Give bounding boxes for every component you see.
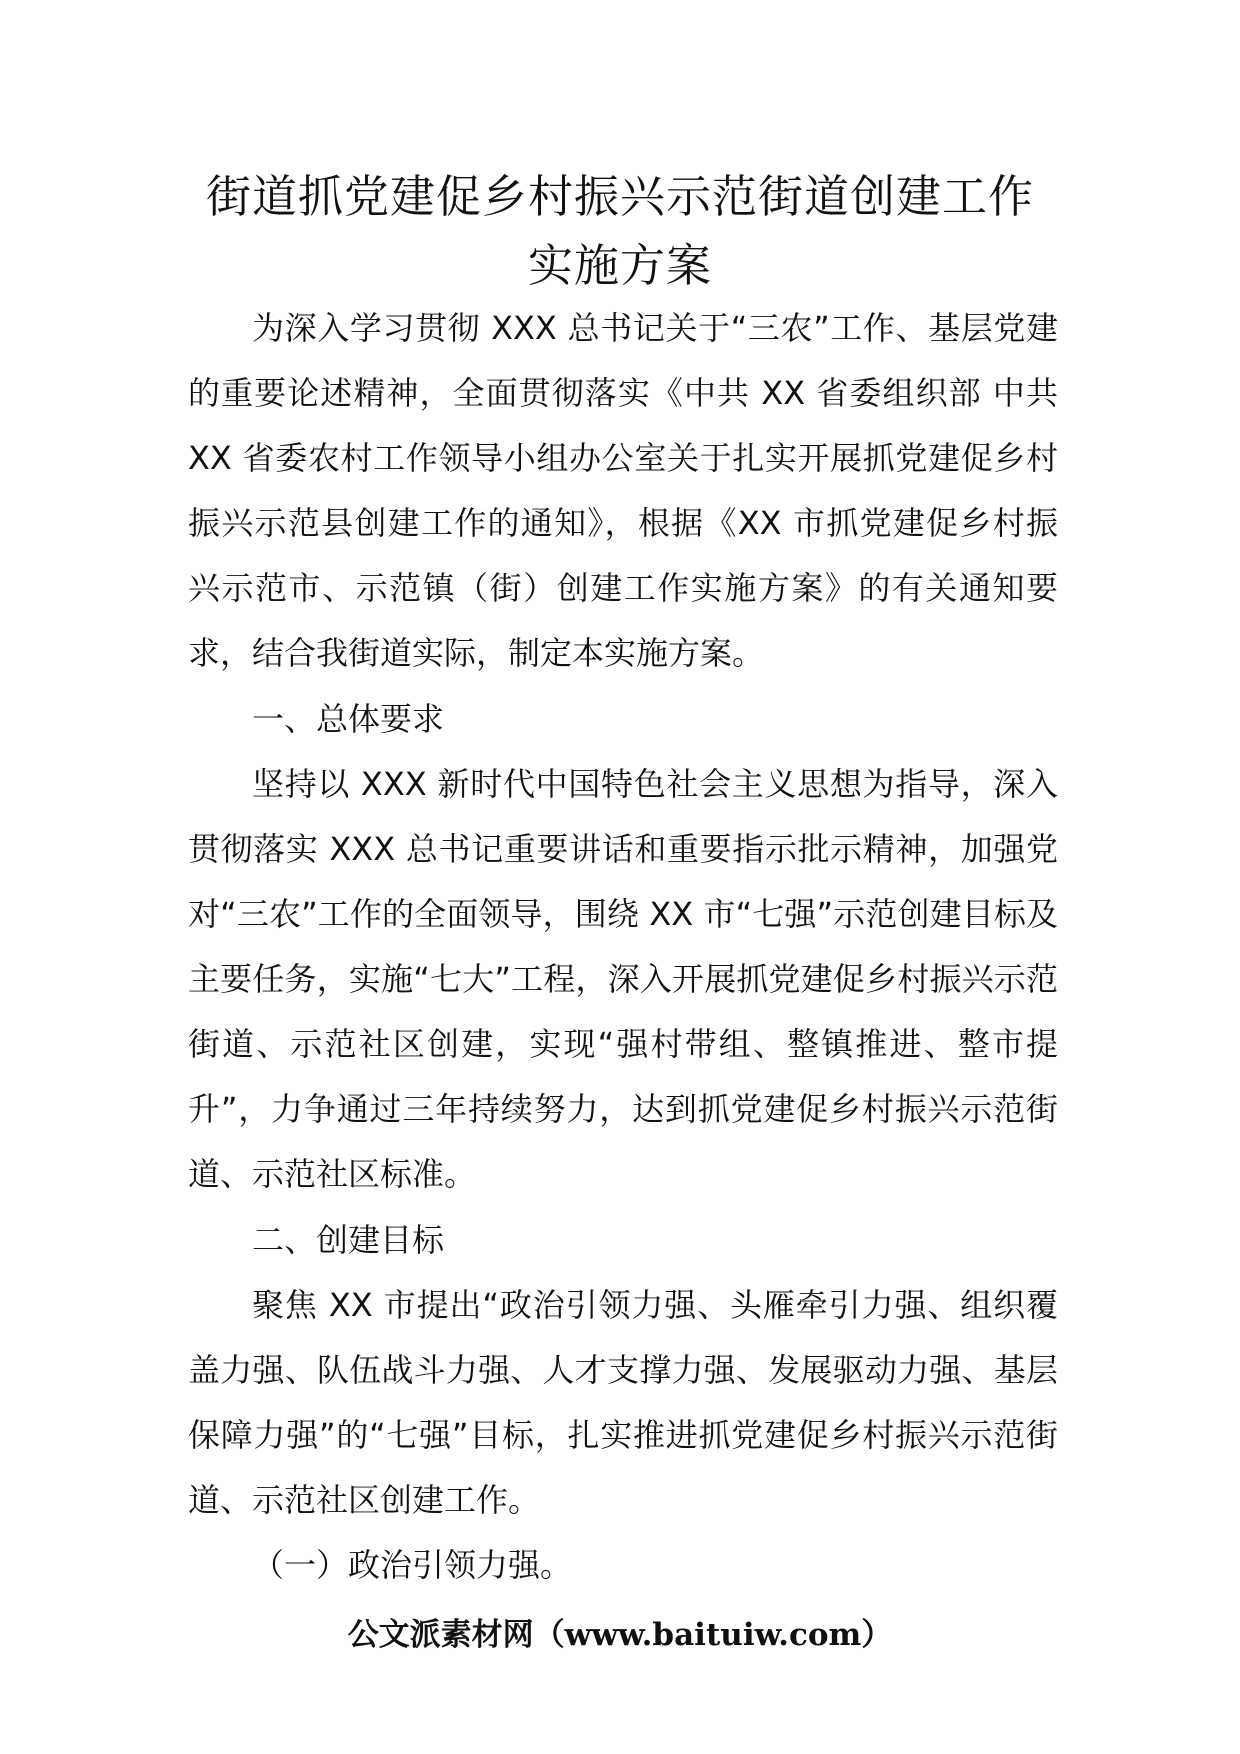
subsection-heading-political-leadership: （一）政治引领力强。 [252, 1546, 573, 1584]
section-heading-overall-requirements: 一、总体要求 [252, 700, 445, 738]
footer-watermark: 公文派素材网（www.baituiw.com） [347, 1617, 893, 1653]
goals-paragraph: 聚焦 XX 市提出“政治引领力强、头雁牵引力强、组织覆盖力强、队伍战斗力强、人才支撑力强、发展驱动力强、基层保障力强”的“七强”目标，扎实推进抓党建促乡村振兴示范街道、示范社区创建工作。 [188, 1286, 1058, 1519]
section-heading-goals: 二、创建目标 [252, 1221, 445, 1259]
document-title-line2: 实施方案 [527, 239, 712, 292]
document-title-line1: 街道抓党建促乡村振兴示范街道创建工作 [205, 170, 1034, 223]
intro-paragraph: 为深入学习贯彻 XXX 总书记关于“三农”工作、基层党建的重要论述精神，全面贯彻落实《中共 XX 省委组织部 中共 XX 省委农村工作领导小组办公室关于扎实开展抓党建促乡村振兴示范县创建工作的通知》，根据《XX 市抓党建促乡村振兴示范市、示范镇（街）创建工作实施方案》的有关通知要求，结合我街道实际，制定本实施方案。 [188, 309, 1058, 672]
overall-requirements-paragraph: 坚持以 XXX 新时代中国特色社会主义思想为指导，深入贯彻落实 XXX 总书记重要讲话和重要指示批示精神，加强党对“三农”工作的全面领导，围绕 XX 市“七强”示范创建目标及主要任务，实施“七大”工程，深入开展抓党建促乡村振兴示范街道、示范社区创建，实现“强村带组、整镇推进、整市提升”，力争通过三年持续努力，达到抓党建促乡村振兴示范街道、示范社区标准。 [188, 765, 1058, 1193]
